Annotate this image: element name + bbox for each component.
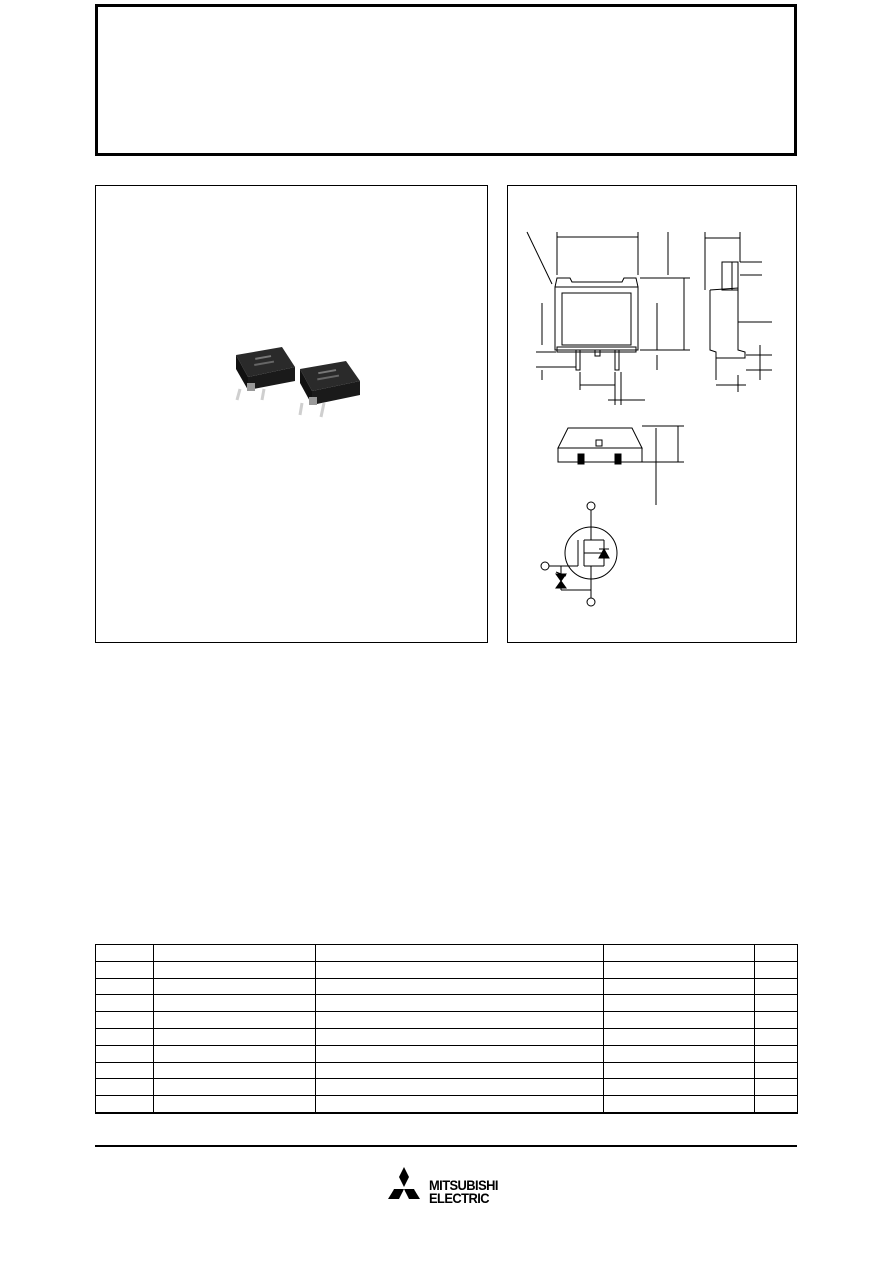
table-cell: [604, 945, 755, 962]
table-cell: [755, 1079, 798, 1096]
table-cell: [755, 961, 798, 978]
table-cell: [154, 1079, 316, 1096]
table-cell: [604, 1062, 755, 1079]
table-cell: [96, 961, 154, 978]
table-cell: [96, 1028, 154, 1045]
brand-name-line-2: ELECTRIC: [429, 1190, 489, 1206]
footer-rule: [95, 1145, 797, 1147]
table-cell: [154, 1028, 316, 1045]
package-side-view: [705, 232, 772, 392]
table-cell: [604, 1012, 755, 1029]
table-cell: [154, 1062, 316, 1079]
brand-logo: [382, 1167, 517, 1207]
mosfet-symbol-icon: [541, 502, 617, 606]
table-row: [96, 995, 798, 1012]
table-cell: [316, 1079, 604, 1096]
table-row: [96, 1028, 798, 1045]
table-cell: [755, 1096, 798, 1113]
table-cell: [755, 1012, 798, 1029]
table-cell: [755, 1045, 798, 1062]
table-cell: [755, 995, 798, 1012]
table-row: [96, 961, 798, 978]
table-cell: [755, 978, 798, 995]
table-cell: [316, 945, 604, 962]
table-cell: [755, 1028, 798, 1045]
table-row: [96, 945, 798, 962]
table-row: [96, 1096, 798, 1113]
table-cell: [96, 1079, 154, 1096]
table-row: [96, 1045, 798, 1062]
table-cell: [96, 1062, 154, 1079]
table-cell: [96, 995, 154, 1012]
table-cell: [316, 1062, 604, 1079]
table-row: [96, 1012, 798, 1029]
table-cell: [154, 978, 316, 995]
table-cell: [96, 978, 154, 995]
package-top-view: [527, 232, 690, 405]
table-cell: [604, 1028, 755, 1045]
table-cell: [604, 1079, 755, 1096]
table-row: [96, 978, 798, 995]
table-cell: [154, 1045, 316, 1062]
table-cell: [604, 1096, 755, 1113]
package-front-view: [558, 426, 684, 505]
three-diamonds-icon: [382, 1167, 426, 1207]
table-cell: [316, 1045, 604, 1062]
table-cell: [96, 1012, 154, 1029]
table-cell: [604, 961, 755, 978]
table-cell: [154, 1096, 316, 1113]
table-cell: [154, 995, 316, 1012]
table-cell: [154, 961, 316, 978]
table-cell: [316, 1012, 604, 1029]
table-cell: [96, 1045, 154, 1062]
table-cell: [96, 945, 154, 962]
table-cell: [316, 995, 604, 1012]
table-cell: [316, 1028, 604, 1045]
table-cell: [604, 995, 755, 1012]
table-cell: [96, 1096, 154, 1113]
table-row: [96, 1079, 798, 1096]
table-cell: [316, 1096, 604, 1113]
table-cell: [316, 978, 604, 995]
table-cell: [154, 945, 316, 962]
table-cell: [604, 1045, 755, 1062]
table-cell: [755, 945, 798, 962]
brand-name-line-1: MITSUBISHI: [429, 1177, 498, 1193]
table-cell: [755, 1062, 798, 1079]
table-cell: [604, 978, 755, 995]
table-cell: [316, 961, 604, 978]
table-row: [96, 1062, 798, 1079]
table-cell: [154, 1012, 316, 1029]
ratings-table: [95, 944, 798, 1114]
